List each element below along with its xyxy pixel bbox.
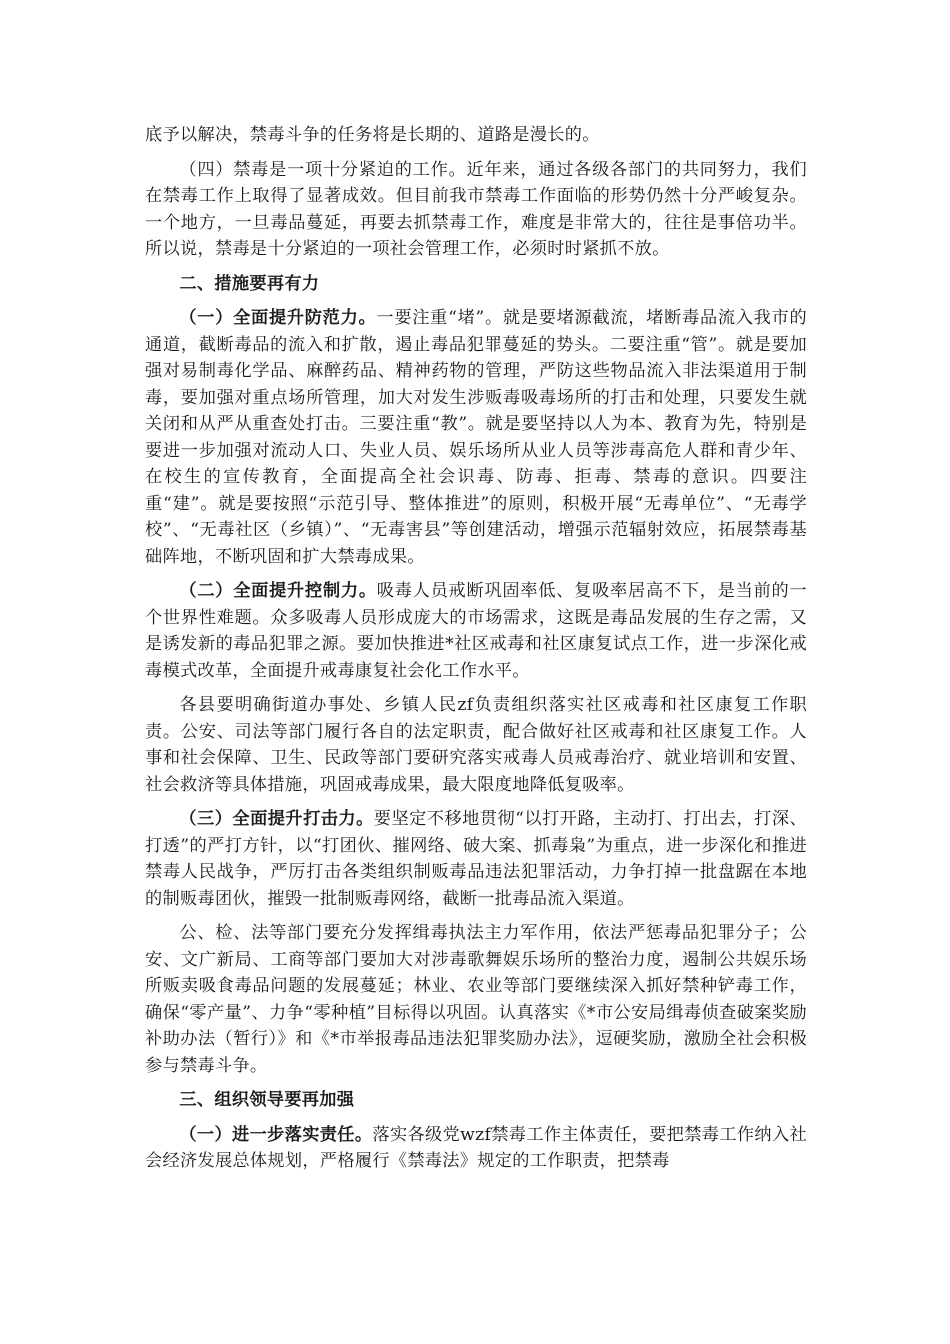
- paragraph-responsibility: [145, 1122, 807, 1175]
- paragraph-lead: （一）全面提升防范力。: [179, 308, 377, 328]
- paragraph-enforcement: [145, 920, 807, 1079]
- paragraph-text: 公、检、法等部门要充分发挥缉毒执法主力军作用，依法严惩毒品犯罪分子；公安、文广新局、工商等部门要加大对涉毒歌舞娱乐场所的整治力度，遏制公共娱乐场所贩卖吸食毒品问题的发展蔓延；林业、农业等部门要继续深入抓好禁种铲毒工作，确保“零产量”、力争“零种植”目标得以巩固。认真落实《*市公安局缉毒侦查破案奖励补助办法（暂行）》和《*市举报毒品违法犯罪奖励办法》，逗硬奖励，激励全社会积极参与禁毒斗争。: [145, 923, 807, 1076]
- paragraph-text: 一要注重“堵”。就是要堵源截流，堵断毒品流入我市的通道，截断毒品的流入和扩散，遏止毒品犯罪蔓延的势头。二要注重“管”。就是要加强对易制毒化学品、麻醉药品、精神药物的管理，严防这些物品流入非法渠道用于制毒，要加强对重点场所管理，加大对发生涉贩毒吸毒场所的打击和处理，只要发生就关闭和从严从重查处打击。三要注重“教”。就是要坚持以人为本、教育为先，特别是要进一步加强对流动人口、失业人员、娱乐场所从业人员等涉毒高危人群和青少年、在校生的宣传教育，全面提高全社会识毒、防毒、拒毒、禁毒的意识。四要注重“建”。就是要按照“示范引导、整体推进”的原则，积极开展“无毒单位”、“无毒学校”、“无毒社区（乡镇）”、“无毒害县”等创建活动，增强示范辐射效应，拓展禁毒基础阵地，不断巩固和扩大禁毒成果。: [145, 308, 807, 567]
- paragraph-text: （四）禁毒是一项十分紧迫的工作。近年来，通过各级各部门的共同努力，我们在禁毒工作上取得了显著成效。但目前我市禁毒工作面临的形势仍然十分严峻复杂。一个地方，一旦毒品蔓延，再要去抓禁毒工作，难度是非常大的，往往是事倍功半。所以说，禁毒是十分紧迫的一项社会管理工作，必须时时紧抓不放。: [145, 159, 807, 259]
- paragraph-text: 落实各级党wzf禁毒工作主体责任，要把禁毒工作纳入社会经济发展总体规划，严格履行《禁毒法》规定的工作职责，把禁毒: [145, 1124, 807, 1171]
- section-heading-2: 二、措施要再有力: [179, 273, 320, 294]
- paragraph-county-duties: [145, 692, 807, 798]
- paragraph-lead: （一）进一步落实责任。: [179, 1124, 373, 1145]
- paragraph-text: 吸毒人员戒断巩固率低、复吸率居高不下，是当前的一个世界性难题。众多吸毒人员形成庞大的市场需求，这既是毒品发展的生存之需，又是诱发新的毒品犯罪之源。要加快推进*社区戒毒和社区康复试点工作，进一步深化戒毒模式改革，全面提升戒毒康复社会化工作水平。: [145, 581, 807, 681]
- paragraph-control: [145, 578, 807, 684]
- paragraph-text: 底予以解决，禁毒斗争的任务将是长期的、道路是漫长的。: [145, 125, 600, 145]
- paragraph-lead: （二）全面提升控制力。: [179, 581, 377, 601]
- section-heading-3: 三、组织领导要再加强: [179, 1090, 355, 1110]
- paragraph-text: 要坚定不移地贯彻“以打开路，主动打、打出去，打深、打透”的严打方针，以“打团伙、摧网络、破大案、抓毒枭”为重点，进一步深化和推进禁毒人民战争，严厉打击各类组织制贩毒品违法犯罪活动，力争打掉一批盘踞在本地的制贩毒团伙，摧毁一批制贩毒网络，截断一批毒品流入渠道。: [145, 809, 807, 909]
- paragraph-strike: [145, 806, 807, 912]
- paragraph-text: 各县要明确街道办事处、乡镇人民zf负责组织落实社区戒毒和社区康复工作职责。公安、司法等部门履行各自的法定职责，配合做好社区戒毒和社区康复工作。人事和社会保障、卫生、民政等部门要研究落实戒毒人员戒毒治疗、就业培训和安置、社会救济等具体措施，巩固戒毒成果，最大限度地降低复吸率。: [145, 695, 807, 795]
- document-page: [145, 122, 807, 1175]
- paragraph-prevention: [145, 305, 807, 570]
- paragraph-1: [145, 122, 807, 149]
- paragraph-lead: （三）全面提升打击力。: [179, 809, 374, 829]
- paragraph-2: [145, 157, 807, 263]
